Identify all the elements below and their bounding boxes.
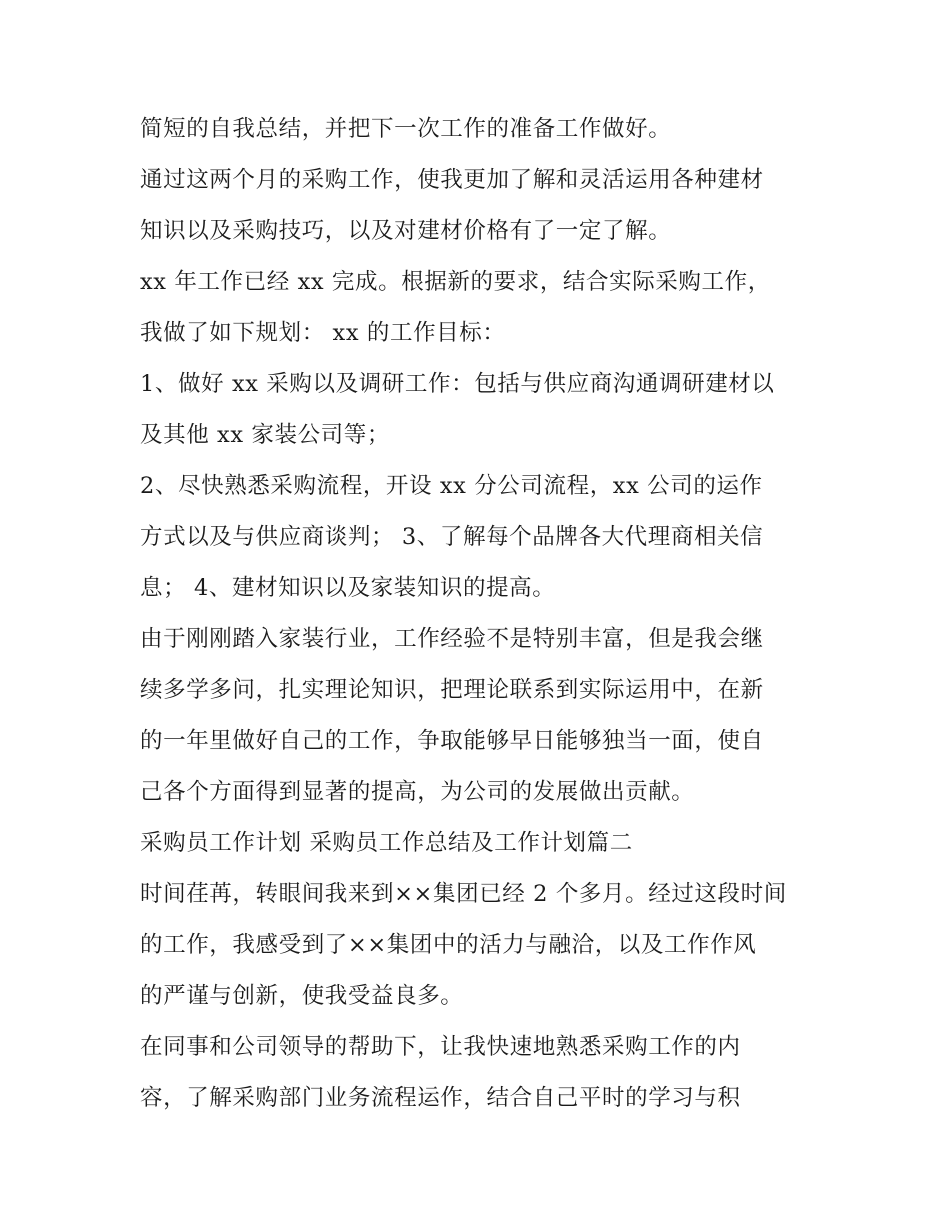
text-line: xx 年工作已经 xx 完成。根据新的要求，结合实际采购工作， (140, 269, 771, 295)
text-line: 简短的自我总结，并把下一次工作的准备工作做好。 (140, 116, 672, 142)
text-line: 容，了解采购部门业务流程运作，结合自己平时的学习与积 (140, 1085, 741, 1111)
text-line: 2、尽快熟悉采购流程，开设 xx 分公司流程，xx 公司的运作 (140, 473, 763, 499)
text-line: 时间荏苒，转眼间我来到××集团已经 2 个多月。经过这段时间 (140, 881, 787, 907)
text-line: 己各个方面得到显著的提高，为公司的发展做出贡献。 (140, 779, 695, 805)
text-line: 的一年里做好自己的工作，争取能够早日能够独当一面，使自 (140, 728, 764, 754)
text-line: 知识以及采购技巧，以及对建材价格有了一定了解。 (140, 218, 672, 244)
document-body (140, 104, 820, 1124)
text-line: 通过这两个月的采购工作，使我更加了解和灵活运用各种建材 (140, 167, 764, 193)
text-line: 息； 4、建材知识以及家装知识的提高。 (140, 575, 556, 601)
text-line: 在同事和公司领导的帮助下，让我快速地熟悉采购工作的内 (140, 1034, 741, 1060)
text-line: 的工作，我感受到了××集团中的活力与融洽，以及工作作风 (140, 932, 757, 958)
text-line: 续多学多问，扎实理论知识，把理论联系到实际运用中，在新 (140, 677, 764, 703)
text-line: 的严谨与创新，使我受益良多。 (140, 983, 464, 1009)
text-line: 我做了如下规划： xx 的工作目标： (140, 320, 506, 346)
text-line: 1、做好 xx 采购以及调研工作：包括与供应商沟通调研建材以 (140, 371, 775, 397)
text-line: 由于刚刚踏入家装行业，工作经验不是特别丰富，但是我会继 (140, 626, 764, 652)
text-line: 方式以及与供应商谈判； 3、了解每个品牌各大代理商相关信 (140, 524, 764, 550)
text-line: 及其他 xx 家装公司等； (140, 422, 390, 448)
section-heading: 采购员工作计划 采购员工作总结及工作计划篇二 (140, 830, 633, 856)
